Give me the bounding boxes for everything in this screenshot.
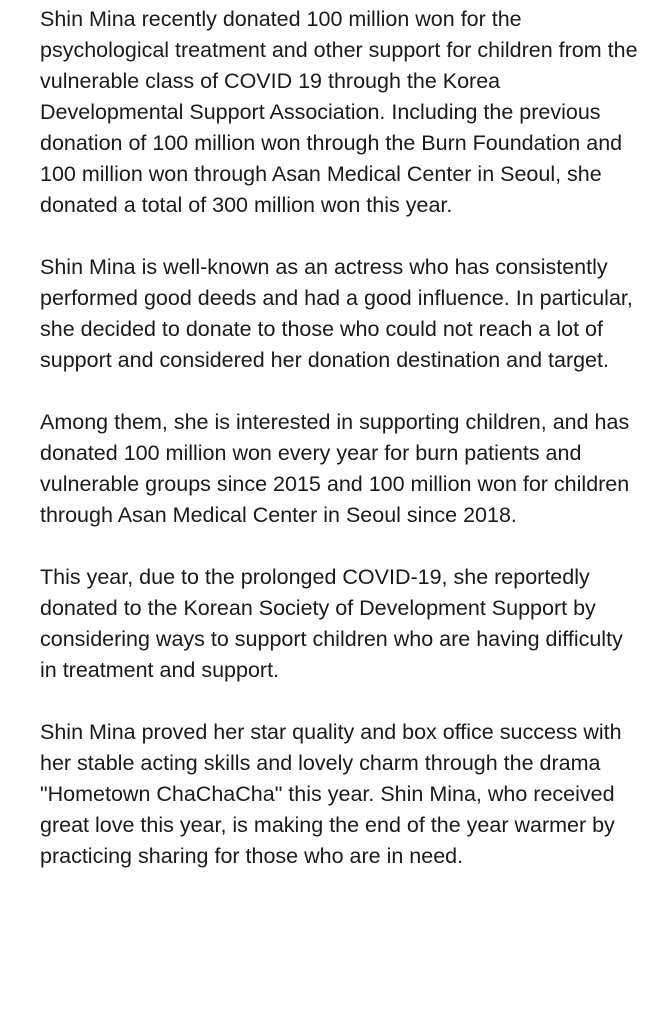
- paragraph-covid-donation: This year, due to the prolonged COVID-19, she reportedly donated to the Korean Society of Development Support by considering ways to support children who are having difficulty in treatment and support.: [40, 565, 623, 682]
- article-body: [40, 4, 640, 872]
- paragraph-hometown-chachacha: Shin Mina proved her star quality and box office success with her stable acting skills and lovely charm through the drama "Hometown ChaChaCha" this year. Shin Mina, who received great love this year, is making the end of the year warmer by practicing sharing for those who are in need.: [40, 720, 622, 868]
- paragraph-supporting-children: Among them, she is interested in supporting children, and has donated 100 million won every year for burn patients and vulnerable groups since 2015 and 100 million won for children through Asan Medical Center in Seoul since 2018.: [40, 410, 630, 527]
- paragraph-good-deeds: Shin Mina is well-known as an actress who has consistently performed good deeds and had a good influence. In particular, she decided to donate to those who could not reach a lot of support and considered her donation destination and target.: [40, 255, 633, 372]
- paragraph-donation-summary: Shin Mina recently donated 100 million won for the psychological treatment and other support for children from the vulnerable class of COVID 19 through the Korea Developmental Support Association. Including the previous donation of 100 million won through the Burn Foundation and 100 million won through Asan Medical Center in Seoul, she donated a total of 300 million won this year.: [40, 7, 638, 217]
